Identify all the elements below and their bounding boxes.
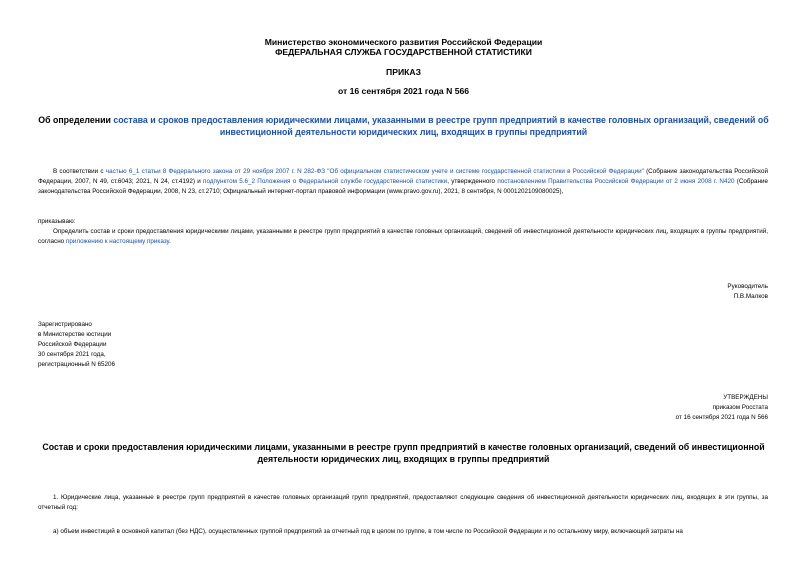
item-1-text: 1. Юридические лица, указанные в реестре групп предприятий в качестве головных организаций групп предприятий, предоставляют следующие сведения об инвестиционной деятельности юридических лиц, входящих в эти группы, за отчетный год: xyxy=(38,494,768,511)
document-type: ПРИКАЗ xyxy=(386,67,421,77)
preamble-text-1: В соответствии с xyxy=(53,168,106,175)
order-text-1: Определить состав и сроки предоставления юридическими лицами, указанными в реестре групп предприятий в качестве головных организаций, сведений об инвестиционной деятельности юридических лиц, входящих в группы предприятий, согласно xyxy=(38,228,768,245)
appendix-link[interactable]: приложению к настоящему приказу xyxy=(65,238,170,245)
preamble-text-4: (Собрание законодательства Российской Федерации, 2008, N 23, ст.2710; Официальный интернет-портал правовой информации (www.pravo.gov.ru), 2021, 8 сентября, N 0001202109080025), xyxy=(38,178,768,195)
signature-name: П.В.Малков xyxy=(733,293,768,300)
preamble-text-3: , утвержденного xyxy=(447,178,498,185)
document-title xyxy=(30,115,777,138)
document-date: от 16 сентября 2021 года N 566 xyxy=(337,86,470,96)
title-prefix: Об определении xyxy=(38,115,114,125)
registration-number: регистрационный N 65206 xyxy=(38,361,116,368)
approval-block xyxy=(568,393,768,423)
approval-date: от 16 сентября 2021 года N 566 xyxy=(675,414,768,421)
signature-position: Руководитель xyxy=(727,283,768,290)
order-text-2: . xyxy=(169,238,171,245)
item-1a-text: а) объем инвестиций в основной капитал (без НДС), осуществленных группой предприятий за отчетный год в целом по группе, в том числе по Российской Федерации и по остальному миру, включающий затраты на xyxy=(53,528,683,535)
signature-block xyxy=(568,282,768,302)
registration-line: Зарегистрировано xyxy=(38,321,92,328)
federal-law-link[interactable]: частью 6_1 статьи 8 Федерального закона от 29 ноября 2007 г. N 282-ФЗ "Об официальном статистическом учете и системе государственной статистики в Российской Федерации" xyxy=(105,168,644,175)
order-word: приказываю: xyxy=(38,218,76,225)
approval-line: УТВЕРЖДЕНЫ xyxy=(723,394,768,401)
government-decree-link[interactable]: постановлением Правительства Российской Федерации от 2 июня 2008 г. N420 xyxy=(497,178,735,185)
preamble-paragraph xyxy=(38,167,768,197)
approval-line: приказом Росстата xyxy=(712,404,768,411)
preamble-text-2: (Собрание законодательства Российской Федерации, 2007, N 49, ст.6043; 2021, N 24, ст.4192) и xyxy=(38,168,768,185)
ministry-name: Министерство экономического развития Российской Федерации xyxy=(264,37,543,47)
registration-line: в Министерстве юстиции xyxy=(38,331,112,338)
registration-date: 30 сентября 2021 года, xyxy=(38,351,106,358)
order-paragraph xyxy=(38,227,768,247)
registration-block xyxy=(38,320,115,370)
title-link[interactable]: состава и сроков предоставления юридическими лицами, указанными в реестре групп предприятий в качестве головных организаций, сведений об инвестиционной деятельности юридических лиц, входящих в группы предприятий xyxy=(113,115,769,137)
appendix-title: Состав и сроки предоставления юридическими лицами, указанными в реестре групп предприятий в качестве головных организаций, сведений об инвестиционной деятельности юридических лиц, входящих в группы предприятий xyxy=(42,442,765,464)
item-1-paragraph xyxy=(38,493,768,513)
service-name: ФЕДЕРАЛЬНАЯ СЛУЖБА ГОСУДАРСТВЕННОЙ СТАТИСТИКИ xyxy=(275,47,532,57)
regulation-link[interactable]: подпунктом 5.6_2 Положения о Федеральной службе государственной статистики xyxy=(203,178,448,185)
item-1a-paragraph xyxy=(38,527,768,537)
registration-line: Российской Федерации xyxy=(38,341,107,348)
